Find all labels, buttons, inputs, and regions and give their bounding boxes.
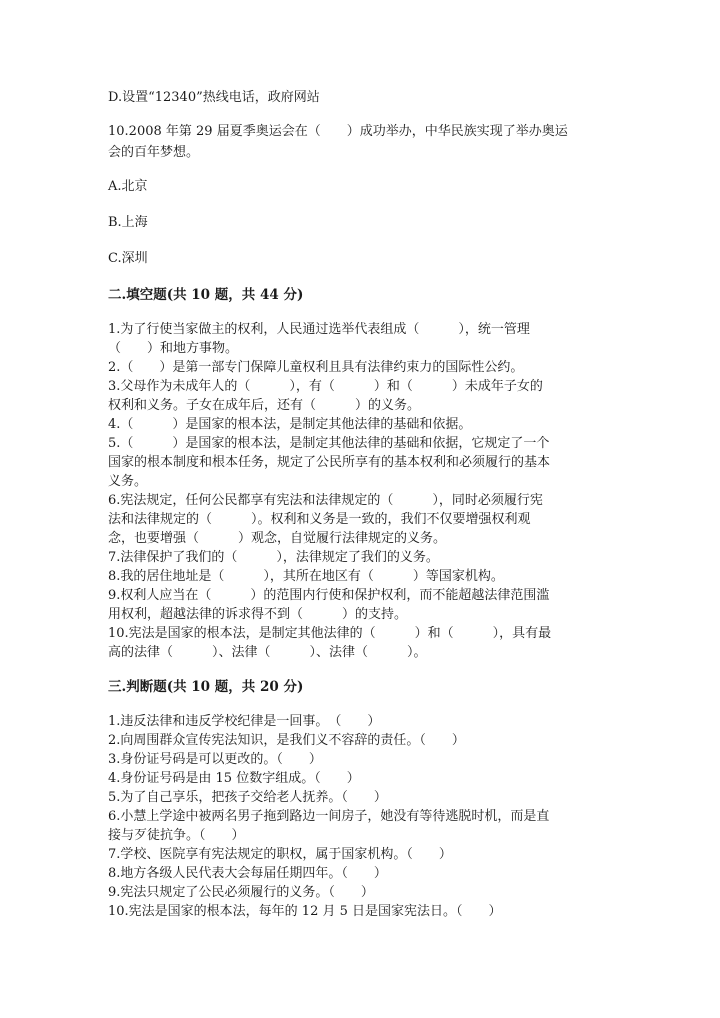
- judgment-line: 接与歹徒抗争。（ ）: [108, 828, 245, 843]
- fill-blank-line: 义务。: [108, 474, 148, 489]
- fill-blank-line: 1.为了行使当家做主的权利，人民通过选举代表组成（ ），统一管理: [108, 322, 530, 337]
- fill-blank-line: 6.宪法规定，任何公民都享有宪法和法律规定的（ ），同时必须履行宪: [108, 493, 543, 508]
- fill-blank-line: 3.父母作为未成年人的（ ），有（ ）和（ ）未成年子女的: [108, 379, 543, 394]
- judgment-line: 6.小慧上学途中被两名男子拖到路边一间房子，她没有等待逃脱时机，而是直: [108, 809, 550, 824]
- fill-blank-line: 8.我的居住地址是（ ），其所在地区有（ ）等国家机构。: [108, 569, 504, 584]
- option-d: D.设置“12340”热线电话，政府网站: [108, 90, 320, 105]
- question-10-line-1: 10.2008 年第 29 届夏季奥运会在（ ）成功举办，中华民族实现了举办奥运: [108, 124, 568, 139]
- judgment-line: 9.宪法只规定了公民必须履行的义务。（ ）: [108, 885, 374, 900]
- fill-blank-line: 9.权利人应当在（ ）的范围内行使和保护权利，而不能超越法律范围滥: [108, 588, 550, 603]
- fill-blank-line: （ ）和地方事物。: [108, 341, 239, 356]
- fill-blank-line: 权利和义务。子女在成年后，还有（ ）的义务。: [108, 398, 421, 413]
- fill-blank-line: 用权利，超越法律的诉求得不到（ ）的支持。: [108, 607, 408, 622]
- fill-blank-line: 国家的根本制度和根本任务，规定了公民所享有的基本权利和必须履行的基本: [108, 455, 551, 470]
- fill-blank-line: 7.法律保护了我们的（ ），法律规定了我们的义务。: [108, 550, 439, 565]
- section-3-title: 三.判断题(共 10 题，共 20 分): [108, 679, 304, 695]
- section-2-title: 二.填空题(共 10 题，共 44 分): [108, 287, 304, 303]
- option-b: B.上海: [108, 215, 148, 230]
- fill-blank-line: 念，也要增强（ ）观念，自觉履行法律规定的义务。: [108, 531, 447, 546]
- fill-blank-line: 高的法律（ ）、法律（ ）、法律（ ）。: [108, 645, 427, 660]
- fill-blank-line: 4.（ ）是国家的根本法，是制定其他法律的基础和依据。: [108, 417, 472, 432]
- fill-blank-line: 5.（ ）是国家的根本法，是制定其他法律的基础和依据，它规定了一个: [108, 436, 550, 451]
- option-c: C.深圳: [108, 251, 148, 266]
- judgment-line: 4.身份证号码是由 15 位数字组成。（ ）: [108, 771, 360, 786]
- judgment-line: 3.身份证号码是可以更改的。（ ）: [108, 752, 322, 767]
- judgment-line: 1.违反法律和违反学校纪律是一回事。 （ ）: [108, 714, 381, 729]
- judgment-line: 5.为了自己享乐，把孩子交给老人抚养。（ ）: [108, 790, 387, 805]
- fill-blank-line: 2.（ ）是第一部专门保障儿童权利且具有法律约束力的国际性公约。: [108, 360, 524, 375]
- judgment-line: 2.向周围群众宣传宪法知识，是我们义不容辞的责任。（ ）: [108, 733, 465, 748]
- judgment-line: 8.地方各级人民代表大会每届任期四年。（ ）: [108, 866, 387, 881]
- question-10-line-2: 会的百年梦想。: [108, 145, 200, 160]
- option-a: A.北京: [108, 179, 148, 194]
- judgment-line: 7.学校、医院享有宪法规定的职权，属于国家机构。（ ）: [108, 847, 452, 862]
- fill-blank-line: 10.宪法是国家的根本法，是制定其他法律的（ ）和（ ），具有最: [108, 626, 552, 641]
- judgment-line: 10.宪法是国家的根本法，每年的 12 月 5 日是国家宪法日。（ ）: [108, 904, 502, 919]
- fill-blank-line: 法和法律规定的（ ）。权利和义务是一致的，我们不仅要增强权利观: [108, 512, 531, 527]
